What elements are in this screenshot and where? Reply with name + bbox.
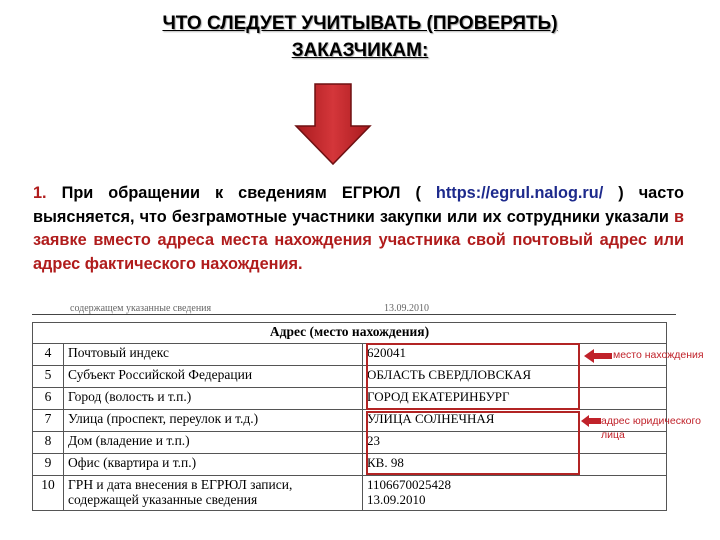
- paragraph-text-2: ) часто выясняется, что безграмотные участники закупки или их сотрудники указали: [33, 184, 684, 226]
- down-arrow-icon: [293, 82, 373, 166]
- row-field: [64, 476, 363, 511]
- row-field: Субъект Российской Федерации: [64, 366, 363, 388]
- row-number: 5: [33, 366, 64, 388]
- annotation-legal-address: [601, 414, 701, 442]
- row-field-line-2: содержащей указанные сведения: [68, 492, 258, 507]
- row-value: КВ. 98: [363, 454, 667, 476]
- row-number: 8: [33, 432, 64, 454]
- annotation-location: место нахождения: [613, 349, 704, 361]
- row-value: 620041: [363, 344, 667, 366]
- title-line-2: ЗАКАЗЧИКАМ:: [291, 40, 429, 61]
- row-number: 9: [33, 454, 64, 476]
- doc-top-left-text: содержащем указанные сведения: [70, 303, 212, 314]
- doc-top-cutoff-row: [32, 302, 676, 315]
- row-field: Офис (квартира и т.п.): [64, 454, 363, 476]
- row-value: ОБЛАСТЬ СВЕРДЛОВСКАЯ: [363, 366, 667, 388]
- row-field: Улица (проспект, переулок и т.д.): [64, 410, 363, 432]
- row-number: 7: [33, 410, 64, 432]
- paragraph-highlight: в заявке вместо адреса места нахождения участника свой почтовый адрес или адрес фактического нахождения.: [33, 207, 684, 273]
- annotation-legal-address-line-2: лица: [601, 429, 625, 441]
- explanation-paragraph: [33, 182, 684, 276]
- row-value: ГОРОД ЕКАТЕРИНБУРГ: [363, 388, 667, 410]
- row-value: УЛИЦА СОЛНЕЧНАЯ: [363, 410, 667, 432]
- row-value-line-1: 1106670025428: [367, 477, 452, 492]
- paragraph-text-1: При обращении к сведениям ЕГРЮЛ (: [46, 184, 436, 202]
- left-arrow-icon: [584, 349, 612, 363]
- row-number: 6: [33, 388, 64, 410]
- title-line-1: ЧТО СЛЕДУЕТ УЧИТЫВАТЬ (ПРОВЕРЯТЬ): [162, 13, 558, 34]
- section-header: Адрес (место нахождения): [33, 323, 667, 344]
- row-field-line-1: ГРН и дата внесения в ЕГРЮЛ записи,: [68, 477, 293, 492]
- egrul-link[interactable]: https://egrul.nalog.ru/: [435, 184, 604, 202]
- doc-top-right-text: 13.09.2010: [384, 303, 429, 314]
- item-number: 1.: [33, 184, 47, 202]
- row-number: 10: [33, 476, 64, 511]
- left-arrow-icon: [581, 415, 601, 427]
- slide-title: [60, 10, 660, 64]
- annotation-legal-address-line-1: адрес юридического: [601, 415, 701, 427]
- row-field: Город (волость и т.п.): [64, 388, 363, 410]
- row-value: 23: [363, 432, 667, 454]
- row-value-line-2: 13.09.2010: [367, 492, 426, 507]
- row-number: 4: [33, 344, 64, 366]
- row-field: Дом (владение и т.п.): [64, 432, 363, 454]
- table-row: [33, 476, 667, 511]
- section-header-row: [33, 323, 667, 344]
- highlight-box-location: [366, 343, 580, 410]
- row-value: [363, 476, 667, 511]
- row-field: Почтовый индекс: [64, 344, 363, 366]
- highlight-box-legal-address: [366, 411, 580, 475]
